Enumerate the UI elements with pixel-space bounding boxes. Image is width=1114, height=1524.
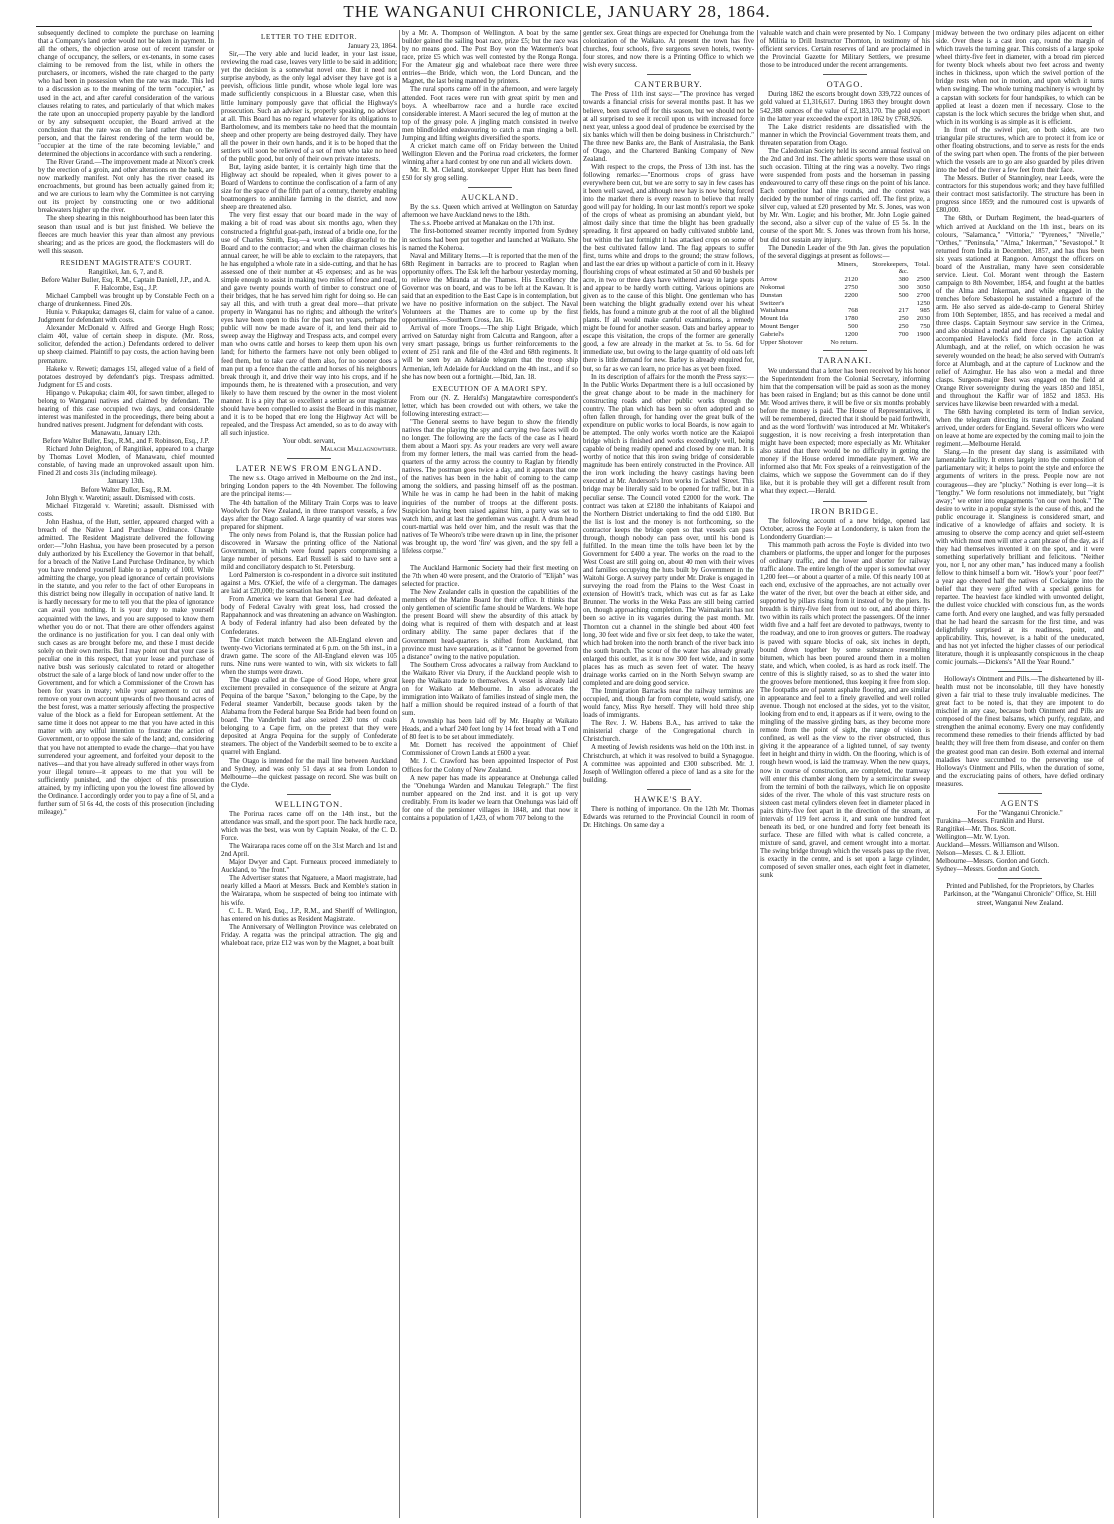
section-heading: HAWKE'S BAY. [634, 794, 703, 804]
paragraph: The s.s. Phoebe arrived at Manakau on the 17th inst. [410, 220, 555, 228]
table-header [760, 261, 819, 269]
table-row [760, 331, 930, 339]
paragraph: A cricket match came off on Friday between the United Wellington Eleven and the Porirua road cricketers, the former winning after a hard contest by one run and all wickets down. [402, 142, 578, 166]
column-divider [757, 30, 758, 1518]
paragraph: Hipango v. Pukapuka; claim 40l, for sawn timber, alleged to belong to Wanganui natives and claimed by defendant. The hearing of this case occupied two days, and considerable interest was manifested in the proceedings, there being about a hundred natives present. Judgment for defendant with costs. [38, 389, 214, 429]
table-cell: Mount Ida [760, 315, 789, 323]
table-cell: 1900 [916, 330, 930, 338]
table-cell: 300 [898, 284, 909, 292]
paragraph: In front of the swivel pier, on both sides, are two triangular pile structures, which are to protect it from ice or other floating obstructions, and to serve as rests for the ends of the swing part when open. The fronts of the pier between which the vessels are to go are also guarded by piles driven into the bed of the river a few feet from their face. [936, 126, 1104, 175]
table-cell: 217 [898, 307, 909, 315]
agent-entry: Melbourne—Messrs. Gordon and Gotch. [936, 858, 1050, 866]
paragraph: subsequently declined to complete the purchase on learning that a Company's land order would not be taken in payment. In all the others, the objection arose out of recent transfer or change of occupancy, the sellers, or ex-tenants, in some cases claiming to be removed from the list, while in others the purchasers, or incomers, wished the rate charged to the party who had been in possession when the rate was made. This led to a discussion as to the meaning of the term "occupier," as used in the act, and after careful consideration of the various clauses relating to rates, and particularly of that which makes the rate upon an unoccupied property payable by the landlord or by any subsequent occupier, the Board arrived at the conclusion that the rate was on the land rather than on the person, and that the fairest rendering of the term would be, "occupier at the time of the rate becoming leviable," and determined the objections in accordance with such a rendering. [38, 30, 214, 158]
table-header [819, 268, 857, 276]
table-cell: Nokomai [760, 284, 785, 292]
table-cell [909, 339, 930, 347]
paragraph: Slang.—In the present day slang is assimilated with lamentable facility. It enters largely into the composition of parliamentary wit; it helps to point the style and enforce the arguments of writers in the press. People now are not courageous—they are "plucky." Nothing is ever long—it is "lengthy." We form resolutions not immediately, but "right away;" we enter into engagements "on our own hook." The desire to write in a popular style is the cause of this, and the public encourage it. Slanginess is considered smart, and indicative of a knowledge of affairs and society. It is amusing to observe the comp acency and quiet self-esteem with which most men will utter a cant phrase of the day, as if they had themselves invented it on the spot, and it were something superlatively brilliant and felicitous. "Neither you, nor I, nor any other man," has induced many a foolish fellow to think himself a born wit. "How's your ' poor feet?" a year ago cheered half the natives of Cockaigne into the belief that they were gifted with a special genius for repartee. The heaviest face kindled with unwonted delight, the dullest voice chuckled with conscious fun, as the words came forth. And every one laughed, and was fully persuaded that he had heard the sarcasm for the first time, and was delightfully surprised at its readiness, point, and applicability. This, however, is a habit of the uneducated, and has not yet infected the higher classes of our periodical literature, though it is unpleasantly conspicuous in the cheap comic journals.—Dickens's "All the Year Round." [936, 449, 1104, 666]
imprint: Printed and Published, for the Proprietors, by Charles Parkinson, at the "Wanganui Chronicle" Office, St. Hill street, Wanganui New Zealand. [943, 883, 1097, 907]
paragraph: C. L. R. Ward, Esq., J.P., R.M., and Sheriff of Wellington, has entered on his duties as Resident Magistrate. [221, 907, 397, 923]
agent-entry: Turakina—Messrs. Franklin and Hurst. [936, 817, 1045, 825]
table-header [760, 268, 819, 276]
paragraph: The 68th having completed its term of Indian service, when the telegram directing its transfer to New Zealand arrived, under orders for England. Several officers who were on leave at home are expected by the coming mail to join the regiment.—Melbourne Herald. [936, 408, 1104, 449]
column-3 [402, 30, 578, 1518]
section-heading: IRON BRIDGE. [811, 506, 879, 516]
table-header: Total. [914, 260, 930, 268]
table-cell: 500 [898, 291, 909, 299]
paragraph: gentler sex. Great things are expected for Onehunga from the colonization of the Waikato. At present the town has five churches, four schools, five surgeons seven hotels, twenty-four stores, and now there is a Printing Office to which we wish every success. [583, 30, 754, 70]
paragraph: The sheep shearing in this neighbourhood has been later this season than usual and is but just finished. We believe the fleeces are much heavier this year than almost any previous shearing; and as the prices are good, the flockmasters will do well this season. [38, 215, 214, 255]
column-divider [218, 30, 219, 1518]
paragraph: Hakeke v. Reweti; damages 15l, alleged value of a field of potatoes destroyed by defendant's pigs. Trespass admitted. Judgment for £5 and costs. [38, 365, 214, 389]
dateline: Rangitikei, Jan. 6, 7, and 8. [88, 268, 164, 276]
paragraph: The Dunedin Leader of the 9th Jan. gives the population of the several diggings at present as follows:— [760, 244, 930, 260]
table-cell: Switzer's [760, 299, 785, 307]
table-row [760, 300, 930, 308]
table-cell: Gabriel's [760, 330, 784, 338]
paragraph: Arrival of more Troops.—The ship Light Brigade, which arrived on Saturday night from Calcutta and Rangoon, after a very smart passage, brings us further reinforcements to the extent of 251 rank and file of the 43rd and 68th regiments. It will be seen by an Adelaide telegram that the troop ship Armenian, left Adelaide for Auckland on the 4th inst., and if so she has now been out a fortnight.—Ibid, Jan. 18. [402, 325, 578, 381]
paragraph: In its description of affairs for the month the Press says:—In the Public Works Department there is a lull occasioned by the great change about to be made in the machinery for constructing roads and other public works through the country. The plan which has been so often adopted and so often fallen through, for handing over the great bulk of the expenditure on public works to local Boards, is now again to be attempted. The only works worth notice are the Kaiapoi bridge which is finished and works exceedingly well, being capable of being readily opened and closed by one man. It is worthy of notice that this iron swing bridge of considerable magnitude has been entirely constructed in the Province. All the iron work including the heavy castings having been executed at Mr. Anderson's Iron works in Cashel Street. This bridge may be literally said to be opened for traffic, but in a peculiar sense. The Council voted £2000 for the work. The contract was taken at £2180 the inhabitants of Kaiapoi and the Northern District undertaking to find the odd £180. But the list is lost and the money is not forthcoming, so the contractor keeps the bridge open so that vessels can pass through, though nobody can pass over, until his bond is fulfilled. In the mean time the tolls have been let by the Government for £400 a year. The works on the road to the West Coast are still going on, about 40 men with their wives and families occupying the huts built by Government in the Waitohi Gorge. A survey party under Mr. Drake is engaged in surveying the road from the Plains to the West Coast in extension of Howitt's track, which was cut as far as Lake Brunner. The works in the Weka Pass are still being carried on, though approaching completion. The Waimakariri has not been so active in its vagaries during the past month. Mr. Thornton cut a channel in the shingle bed about 400 feet long, 30 feet wide and five or six feet deep, to take the water, which had broken into the north branch of the river back into the south branch. The scour of the water has already greatly enlarged this outlet, as it is now 300 feet wide, and in some places has as much as seven feet of water. The heavy drainage works carried on in the North Selwyn swamp are completed and are doing good service. [583, 373, 754, 687]
paragraph: The Auckland Harmonic Society had their first meeting on the 7th when 40 were present, and the Oratorio of "Elijah" was selected for practice. [402, 564, 578, 589]
table-cell: 250 [898, 323, 909, 331]
masthead-rule [36, 26, 1092, 27]
paragraph: The River Grand.—The improvement made at Nixon's creek by the erection of a groin, and other alterations on the bank, are now markedly manifest. Not only has the river ceased its encroachments, but ground has been actually gained from it; and we are curious to learn why the Committee is not carrying out its project by constructing one or two additional breakwaters higher up the river. [38, 159, 214, 215]
paragraph: The Immigration Barracks near the railway terminus are occupied, and, though far from complete, would satisfy, one would fancy, Miss Rye herself. They will hold three ship loads of immigrants. [583, 688, 754, 720]
paragraph: The Messrs. Butler of Stanningley, near Leeds, were the contractors for this stupendous work; and they have fulfilled their contract most satisfactorily. The structure has been in progress since 1859; and the rumoured cost is upwards of £80,000. [936, 175, 1104, 215]
table-row [760, 276, 930, 284]
column-5 [760, 30, 930, 1518]
paragraph: The Advertiser states that Ngatuere, a Maori magistrate, had nearly killed a Maori at Messrs. Buck and Kemble's station in the Wairarapa, whom he suspected of being too intimate with his wife. [221, 875, 397, 907]
separator [468, 187, 512, 188]
table-header: Miners, [837, 260, 858, 268]
paragraph: midway between the two ordinary piles adjacent on either side. Over these is a cast iron cap, round the margin of which travels the turning gear. This consists of a large spoke wheel thirty-five feet in diameter, with a broad rim pierced for twenty block wheels about two feet across and twenty inches in thickness, upon which the swivel portion of the bridge rests when not in motion, and upon which it turns when swinging. The whole turning machinery is wrought by a capstan with sockets for four handspikes, to which can be applied at least a dozen men if necessary. Close to the capstan is the lock which secures the bridge when shut, and which in its working is as simple as it is efficient. [936, 30, 1104, 126]
paragraph: This mammoth path across the Foyle is divided into two chambers or platforms, the upper and longer for the purposes of ordinary traffic, and the lower and shorter for railway traffic alone. The entire length of the upper is somewhat over 1,200 feet—or about a quarter of a mile. Of this nearly 100 at each end, exclusive of the approaches, are not actually over the water of the river, but over the beach at either side, and supported by pillars rising from it instead of by the piers. Its breadth is thirty-five feet from out to out, and about thirty-two within its rails which protect the passengers. Of the inner width five and a half feet are devoted to pathways, twenty to the roadway, and one to iron grooves or gutters. The roadway is paved with square blocks of oak, six inches in depth, bound down together by some substance resembling bitumen, which has been poured around them in a molten state, and which, when cooled, is as hard as rock itself. The centre of this is slightly raised, so as to shed the water into the grooves before mentioned, thus keeping it free from slop. The footpaths are of patent asphalte flooring, and are similar in appearance and feel to a finely gravelled and well rolled avenue. Though not enclosed at the sides, yet to the visitor, looking from end to end, it appears as if it were, owing to the mingling of the massive girding bars, as they become more remote from the point of sight, the range of vision is confined, as well as the view to the river obstructed, thus giving it the appearance of a lighted tunnel, of say twenty feet in height and thirty in width. On the flooring, which is of rough hewn wood, is laid the tramway. When the new quays, now in course of construction, are completed, the tramway will enter this chamber along them by a semicircular sweep from the termini of both the railways, which lie on opposite sides of the river. The whole of this vast structure rests on sixteen cast metal cylinders eleven feet in diameter placed in pairs thirty-five feet apart in the direction of the stream, at intervals of 119 feet across it, and sunk one hundred feet beneath its bed, or one hundred and forty feet beneath its surface. These are filled with what is called concrete, a mixture of sand, gravel, and cement wrought into a mortar. The swing bridge through which the vessels pass up the river, is exactly in the centre, and is set upon a large cylinder, composed of seven smaller ones, each eight feet in diameter, sunk [760, 541, 930, 880]
paragraph: We understand that a letter has been received by his honor the Superintendent from the Colonial Secretary, informing him that the compensation will be paid as soon as the money has been raised in England; but as this cannot be done until Mr. Wood arrives there, it will be five or six months probably before the money is paid. The House of Representatives, it will be remembered, directed that it should be paid forthwith, and as the word 'forthwith' was introduced at Mr. Whitaker's suggestion, it is now receiving a fresh interpretation than might have been expected; more especially as Mr. Whitaker also stated that there would be no difficulty in getting the money if the House ordered immediate payment. We are informed also that Mr. Fox speaks of a reinvestigation of the claims, which we suppose the Government can do if they like, but it is probable they will get a different result from what they expect.—Herald. [760, 367, 930, 496]
agent-entry: Sydney—Messrs. Gordon and Gotch. [936, 866, 1040, 874]
paragraph: From America we learn that General Lee had defeated a body of Federal Cavalry with great loss, had crossed the Rappahannock and was threatening an advance on Washington. A body of Federal infantry had also been defeated by the Confederates. [221, 596, 397, 636]
table-cell: 1200 [844, 330, 858, 338]
column-divider [399, 30, 400, 1518]
table-row [760, 323, 930, 331]
paragraph: By the s.s. Queen which arrived at Wellington on Saturday afternoon we have Auckland news to the 18th. [402, 204, 578, 220]
masthead: THE WANGANUI CHRONICLE, JANUARY 28, 1864. [343, 2, 771, 21]
letter-signature: Malachi Mallagnowther. [320, 446, 397, 454]
population-table [760, 261, 930, 347]
section-heading: OTAGO. [826, 80, 864, 90]
table-cell: 2500 [916, 276, 930, 284]
bench: Before Walter Buller, Esq., R.M., and F. Robinson, Esq., J.P. [42, 438, 210, 446]
paragraph: There is nothing of importance. On the 12th Mr. Thomas Edwards was returned to the Provincial Council in room of Dr. Hitchings. On same day a [583, 805, 754, 829]
paragraph: With respect to the crops, the Press of 13th inst. has the following remarks:—"Enormous crops of grass have everywhere been cut, but we are sorry to say in few cases has it been well saved, and although new hay is now being forced into the market there is every reason to believe that really good will pay for holding. In our last month's report we spoke of the crops of wheat as promising an abundant yield, but almost daily since that time the blight has been gradually spreading. It first appeared on badly cultivated stubble land, but within the last fortnight it has attacked crops on some of the best cultivated fallow land. The flag appears to suffer first, turns white and drops to the ground; the straw follows, and last the ear dries up without a particle of corn in it. Heavy flourishing crops of wheat estimated at 50 and 60 bushels per acre, in two or three days have withered away in large spots and appear to be hardly worth cutting. Various opinions are given as to the cause of this blight. One gentleman who has been watching the blight gradually extend over his wheat fields, has found a minute grub at the root of all the blighted plants. If all would make careful examinations, a remedy might be found for another season. Oats and barley appear to escape this visitation, the crops of the former are generally good, a few are already in the market at 5s. to 5s. 6d for immediate use, but owing to the large quantity of old oats left there is little demand for new. Barley is already enquired for, but, so far as we can learn, no price has as yet been fixed. [583, 163, 754, 373]
table-cell: 985 [919, 307, 930, 315]
table-header-row [760, 268, 930, 276]
paragraph: The 68th, or Durham Regiment, the head-quarters of which arrived at Auckland on the 1th inst., bears on its colours, "Salamanca," "Vittoria," "Pyrenees," "Nivelle," "Orthes," "Peninsula," "Alma," Inkerman," "Sevastopol." It returned from India in December, 1857, and has thus been six years stationed at Rangoon. Amongst the officers on board of the Australian, many have seen considerable service. Lieut. Col. Morant went through the Eastern campaign to 8th November, 1854, and fought at the battles of the Alma and Inkerman, and while engaged in the trenches before Sebastopol he sustained a fracture of the arm. He also served as aide-de-camp to General Shirley from 10th September, 1855, and has received a medal and three clasps. Captain Seymour saw service in the Crimea, and also obtained a medal and three clasps. Captain Oakley accompanied Havelock's field force in the action at Alumbagh, and at the relief, on which occasion he was severely wounded on the head; he also served with Outram's force at Alumbagh, and at the capture of Lucknow and the relief of Azimghur. He has also won a medal and three clasps. Surgeon-major Best was engaged on the field at Orange River sovereignty during the years 1850 and 1851, and throughout the Kaffir war of 1852 and 1853. His services have likewise been rewarded with a medal. [936, 215, 1104, 408]
paragraph: Naval and Military Items.—It is reported that the men of the 68th Regiment in barracks are to proceed to Raglan when opportunity offers. The Esk left the harbour yesterday morning, to relieve the Miranda at the Thames. His Excellency the Governor was on board, and was to be left at the Kawau. It is said that an expedition to the East Cape is in contemplation, but we have no positive information on the subject. The Naval Volunteers at the Thames are to come up by the first opportunities.—Southern Cross, Jan. 16. [402, 252, 578, 325]
paragraph: The Anniversary of Wellington Province was celebrated on Friday. A regatta was the principal attraction. The gig and whaleboat race, prize £12 was won by the Magnet, a boat built [221, 923, 397, 947]
section-heading: EXECUTION OF A MAORI SPY. [432, 383, 548, 393]
paragraph: The Otago called at the Cape of Good Hope, where great excitement prevailed in consequence of the seizure at Angra Pequina of the barque "Saxon," belonging to the Cape, by the Federal steamer Vanderbilt, because goods taken by the Alabama from the Federal barque Sea Bride had been found on board. The Vanderbilt had also seized 230 tons of coals belonging to a Cape firm, on the pretext that they were deposited at Angra Pequina for the supply of Confederate steamers. The object of the Vanderbilt seemed to be to excite a quarrel with England. [221, 676, 397, 757]
table-header [909, 268, 930, 276]
dateline: Manawatu, January 12th. [91, 430, 161, 438]
paragraph: The very first essay that our board made in the way of making a bit of road was about six months ago, when they constructed a frightful goat-path, instead of a bridle one, for the use of Charles Smith, Esq.—a work alike disgraceful to the Board and to the contractor; and when the chairman closes his annual career, he will be able to exclaim to the ratepayers, that he has engulphed a whole rate in a side-cutting, and that he has assessed one of their number at 45 expenses; and as he was simple enough to assist in making two miles of fence and road, and gave twenty pounds worth of timber to construct one of their bridges, that he has served him right for doing so. He can say all this, and with truth a great deal more—that private property in Wanganui has no rights; and although the writer's eyes have been open to this for the past ten years, perhaps the public will now be made aware of it, and lend their aid to sweep away the Highway and Trespass acts, and compel every man who owns cattle and horses to keep them upon his own land; for hitherto the farmers have not only been obliged to feed them, but to take care of them also, for no sooner does a man put up a fence than the cattle and horses of his neighbours break through it, and drive their way into his crops, and if he impounds them, he is threatened with a prosecution, and very likely to have them rescued by the owner in the most violent manner. It is a pity that so excellent a settler as our magistrate should have been compelled to assist the Board in this manner, and it is to be hoped that ere long the Highway Act will be repealed, and the Trespass Act amended, so as to do away with all such injustice. [221, 212, 397, 438]
paragraph: The Rev. J. W. Habens B.A., has arrived to take the ministerial charge of the Congregational church in Christchurch. [583, 720, 754, 744]
paragraph: The 4th battalion of the Military Train Corps was to leave Woolwich for New Zealand, in three transport vessels, a few days after the Otago sailed. A large quantity of war stores was prepared for shipment. [221, 499, 397, 531]
paragraph: The Otago is intended for the mail line between Auckland and Sydney, and was only 51 days at sea from London to Melbourne—the quickest passage on record. She was built on the Clyde. [221, 757, 397, 789]
paragraph: But, laying aside banter, it is certainly high time that the Highway act should be repealed, when it gives power to a Board of Wardens to continue the confiscation of a farm of any size for the space of the fifth part of a century, thereby enabling boatmongers to annihilate farming in the district, and now sheep are threatened also. [221, 164, 397, 212]
column-6 [936, 30, 1104, 1518]
table-cell: 500 [847, 323, 858, 331]
separator [647, 789, 691, 790]
table-cell: Upper Shotover [760, 338, 803, 346]
paragraph: Michael Campbell was brought up by Constable Fecth on a charge of drunkenness. Fined 20s. [38, 293, 214, 309]
paragraph: Richard John Deighton, of Rangitikei, appeared to a charge by Thomas Lovel Modlen, of Manawatu, chief mounted constable, of having made an unprovoked assault upon him. Fined 2l and costs 31s (including mileage). [38, 446, 214, 478]
table-cell: 1250 [916, 299, 930, 307]
paragraph: During 1862 the escorts brought down 339,722 ounces of gold valued at £1,316,617. During 1863 they brought down 542,388 ounces of the value of £2,183,170. The gold export in the latter year exceeded the export in 1862 by £768,926. [760, 91, 930, 123]
table-cell: 2200 [844, 291, 858, 299]
letter-closing: Your obdt. servant, [282, 438, 336, 446]
paragraph: A meeting of Jewish residents was held on the 10th inst. in Christchurch, at which it was resolved to build a Synagogue. A committee was appointed and £300 subscribed. Mr. J. Joseph of Wellington offered a piece of land as a site for the building. [583, 744, 754, 784]
table-cell [858, 300, 909, 308]
separator [287, 794, 331, 795]
paragraph: The Caledonian Society held its second annual festival on the 2nd and 3rd inst. The athletic sports were those usual on such occasion. Tilting at the ring was a novelty. Two rings were suspended from posts and the horseman in passing endeavoured to carry off these rings on the point of his lance. Each competitor had nine rounds, and the contest was decided by the number of rings carried off. The first prize, a silver cup, valued at £20 presented by Mr. S. Jones, was won by Mr. Wm. Logie; and his brother, Mr. John Logie gained the second, also a silver cup of the value of £5 5s. In the course of the sport Mr. S. Jones was thrown from his horse, but did not sustain any injury. [760, 147, 930, 244]
bench: Before Walter Buller, Esq. R.M., Captain Daniell, J.P., and A. F. Halcombe, Esq., J.P. [41, 276, 211, 292]
separator [468, 560, 512, 561]
table-cell: 2700 [916, 291, 930, 299]
separator [998, 793, 1042, 794]
paragraph: Sir,—The very able and lucid leader, in your last issue, reviewing the road case, leaves very little to be said in addition; yet the decision is a somewhat novel one. But it need not surprise anybody, as the only legal adviser they have got is a peevish, officious little pundit, whose whole legal lore was made sufficiently conspicuous in a Bluestar case, when this little luminary pompously gave that official the Highway's prosecution. Such an adviser is, properly speaking, no adviser at all. This Board has no regard whatever for its obligations to Bartholomew, and its members take no heed that the mountain sheep and other property are being destroyed daily. They have all the power in their own hands, and it is to be hoped that the settlers will soon be relieved of a set of men who take no heed of the public good, but only of their own private interests. [221, 51, 397, 163]
table-header: Storekeepers, [872, 260, 909, 268]
paragraph: Alexander McDonald v. Alfred and George Hugh Ross; claim 40l, value of certain sheep in dispute. (Mr. Ross, solicitor, defended the action.) Defendants ordered to deliver up sheep claimed. Plaintiff to pay costs, the action having been premature. [38, 325, 214, 365]
column-divider [580, 30, 581, 1518]
paragraph: Mr. R. M. Cleland, storekeeper Upper Hutt has been fined £50 for sly grog selling. [402, 167, 578, 183]
paragraph: The Cricket match between the All-England eleven and twenty-two Victorians terminated at 6 p.m. on the 5th inst., in a drawn game. The score of the All-England eleven was 105 runs. Nine runs were wanted to win, with six wickets to fall when the stumps were drawn. [221, 636, 397, 676]
paragraph: Mr. J. C. Crawford has been appointed Inspector of Post Offices for the Colony of New Zealand. [402, 758, 578, 774]
paragraph: A new paper has made its appearance at Onehunga called the "Onehunga Warden and Manukau Telegraph." The first number appeared on the 2nd inst. and it is got up very creditably. From its leader we learn that Onehunga was laid off for one of the pensioner villages in 1848, and that now it contains a population of 1,423, of whom 707 belong to the [402, 774, 578, 822]
agents-subheading: For the "Wanganui Chronicle." [977, 809, 1063, 817]
section-heading: LETTER TO THE EDITOR. [260, 32, 358, 41]
agent-entry: Wellington—Mr. W. Lyon. [936, 834, 1010, 842]
column-divider [933, 30, 934, 1518]
paragraph: by a Mr. A. Thompson of Wellington. A boat by the same builder gained the sailing boat race, prize £5; but the race was by no means good. The Post Boy won the Watermen's boat race, prize £5 which was well contested by the Ronga Ronga. For the Amateur gig and whaleboat race there were three entries—the Bride, which won, the Lord Duncan, and the Magnet, the last being manned by printers. [402, 30, 578, 86]
paragraph: The new s.s. Otago arrived in Melbourne on the 2nd inst., bringing London papers to the 4th November. The following are the principal items:— [221, 475, 397, 499]
agent-entry: Rangitikei—Mr. Thos. Scott. [936, 826, 1017, 833]
table-cell: 3050 [916, 284, 930, 292]
table-cell: 250 [898, 315, 909, 323]
separator [823, 501, 867, 502]
column-4 [583, 30, 754, 1518]
bench: Before Walter Buller, Esq., R.M. [80, 486, 172, 494]
paragraph: John Blygh v. Waretini; assault. Dismissed with costs. [46, 494, 195, 502]
paragraph: Mr. Dornett has received the appointment of Chief Commissioner of Crown Lands at £600 a year. [402, 742, 578, 758]
separator [823, 74, 867, 75]
table-header: &c. [898, 268, 909, 276]
separator [998, 671, 1042, 672]
section-heading: LATER NEWS FROM ENGLAND. [235, 464, 383, 474]
paragraph: The Southern Cross advocates a railway from Auckland to the Waikato River via Drury, if the Auckland people wish to keep the Waikato trade to themselves. A vessel is already laid on for Waikato at Melbourne. In also advocates the immigration into Waikato of families instead of single men, the half a million should be required instead of a fourth of that sum. [402, 661, 578, 718]
letter-date: January 23, 1864. [348, 43, 397, 51]
table-row [760, 307, 930, 315]
paragraph: From our (N. Z. Herald's) Mangatawhire correspondent's letter, which has been crowded out with others, we take the following interesting extract:— [402, 394, 578, 418]
table-cell: 2030 [916, 315, 930, 323]
paragraph: Hunia v. Pukapuka; damages 6l, claim for value of a canoe. Judgment for defendant with costs. [38, 309, 214, 325]
section-heading: TARANAKI. [817, 356, 873, 366]
table-cell: No return. [830, 338, 858, 346]
paragraph: The only news from Poland is, that the Russian police had discovered in Warsaw the printing office of the National Government, in which were found papers compromising a large number of persons. Earl Russell is said to have sent a mild and conciliatory despatch to St. Petersburg. [221, 531, 397, 571]
table-row [760, 315, 930, 323]
table-cell: 1780 [844, 315, 858, 323]
separator [998, 878, 1042, 879]
table-cell: 768 [847, 307, 858, 315]
table-row [760, 292, 930, 300]
table-cell: Dunstan [760, 291, 783, 299]
dateline: January 13th. [107, 478, 145, 486]
paragraph: The following account of a new bridge, opened last October, across the Foyle at Londonderry, is taken from the Londonderry Guardian:— [760, 517, 930, 541]
paragraph: Major Dwyer and Capt. Furneaux proceed immediately to Auckland, to "the front." [221, 859, 397, 875]
table-row [760, 284, 930, 292]
paragraph: The New Zealander calls in question the capabilities of the members of the Marine Board for their office. It thinks that only gentlemen of scientific fame should be Wardens. We hope the present Board will shew the absurdity of this attack by doing what is required of them with despatch and at least ordinary ability. The same paper declares that if the Government head-quarters is shifted from Auckland, that province must have separation, as it "cannot be governed from a distance" owing to the native population. [402, 589, 578, 661]
table-cell: 750 [919, 323, 930, 331]
section-heading: RESIDENT MAGISTRATE'S COURT. [60, 257, 192, 267]
paragraph: The Porirua races came off on the 14th inst., but the attendance was small, and the sport poor. The hack hurdle race, which was the best, was won by Captain Noake, of the C. D. Force. [221, 810, 397, 842]
table-cell: Mount Benger [760, 323, 799, 331]
paragraph: The Press of 11th inst says:—"The province has verged towards a financial crisis for several months past. It has we believe, been staved off for this season, but we should not be at all surprised to see it recoil upon us with increased force next year, unless a good deal of prudence be exercised by the six banks which will then be doing business in Christchurch." The three new Banks are, the Bank of Australasia, the Bank of Otago, and the Chartered Banking Company of New Zealand. [583, 91, 754, 163]
agent-entry: Auckland—Messrs. Williamson and Wilson. [936, 842, 1060, 850]
section-heading: CANTERBURY. [634, 80, 703, 90]
table-cell: 2750 [844, 284, 858, 292]
separator [823, 350, 867, 351]
section-heading: WELLINGTON. [274, 799, 344, 809]
table-row [760, 339, 930, 347]
paragraph: John Hashua, of the Hutt, settler, appeared charged with a breach of the Native Land Purchase Ordinance. Charge admitted. The Resident Magistrate delivered the following order:—"John Hashua, you have been prosecuted by a person duly authorized by his Excellency the Governor in that behalf, for a breach of the Native Land Purchase Ordinance, by which you have rendered yourself liable to a penalty of 100l. While admitting the charge, you plead ignorance of certain provisions in the statute, and you refer to the fact of other Europeans in this district being now illegally in occupation of native land. It is hardly necessary for me to tell you that the plea of ignorance can avail you nothing. It is your duty to make yourself acquainted with the laws, and you are supposed to know them whether you do or not. That there are other offenders against the ordinance is no justification for you. I can deal only with such cases as are brought before me, and these I must decide solely on their own merits. But I may point out that your case is peculiar one in this respect, that your lease and purchase of native bush was seriously calculated to retard or altogether obstruct the sale of a large block of land now under offer to the Government, and for which a Commissioner of the Crown has been for years in treaty; while your agreement to cut and remove on your own account upwards of two thousand acres of the best forest, was a matter seriously affecting the prospective value of the block as a field for European settlement. At the same time it does not appear to me that you have acted in this matter with any wilful intention to frustrate the action of Government, or to oppose the sale of the land; and, considering that you have not attempted to evade the charge—that you have surrendered your agreement, and forfeited your deposit to the natives—and that you have already suffered in other ways from your illegal tenure—it appears to me that you will be sufficiently punished, and the object of this prosecution attained, by my inflicting upon you the lowest fine allowed by the Ordinance. I accordingly order you to pay a fine of 5l, and a further sum of 5l 6s 4d, the costs of this prosecution (including mileage)." [38, 518, 214, 816]
table-cell: 2120 [844, 276, 858, 284]
paragraph: valuable watch and chain were presented by No. 1 Company of Militia to Drill Instructor Thornton, in testimony of his efficient services. Certain reserves of land are proclaimed in the Provincial Gazette for Military Settlers, we presume those to be introduced under the recent arrangements. [760, 30, 930, 70]
table-cell: 700 [898, 330, 909, 338]
agent-entry: Nelson—Messrs. C. & J. Elliott. [936, 850, 1026, 858]
paragraph: "The General seems to have begun to show the friendly natives that the playing the spy and carrying two faces will do no longer. The following are the facts of the case as I heard them about a Maori spy. As your readers are very well aware from my former letters, the mail was carried from the head-quarters of the army across the country to Raglan by friendly natives. The postman goes twice a day, and it appears that one of the natives has been in the habit of coming to the camp among the soldiers, and passing himself off as the postman. While he was in camp he had been in the habit of making inquiries of the number of troops at the different posts. Suspicion having been raised against him, a party was set to watch him, and at last the gentleman was caught. A drum head court-martial was held over him, and the result was that the natives of Te Wheoro's tribe were drawn up in line, the prisoner was brought up, the word 'fire' was given, and the spy fell a lifeless corpse." [402, 418, 578, 555]
paragraph: The rural sports came off in the afternoon, and were largely attended. Foot races were run with great spirit by men and boys. A wheelbarrow race and a hurdle race excited considerable interest. A Maori secured the leg of mutton at the top of the greasy pole. A jingling match consisted in twelve men blindfolded endeavouring to catch a man ringing a bell. Jumping and lifting weights diversified the sports. [402, 86, 578, 142]
separator [647, 74, 691, 75]
column-2 [221, 30, 397, 1518]
paragraph: The Lake district residents are dissatisfied with the manner in which the Provincial Government treats them, and threaten separation from Otago. [760, 123, 930, 147]
table-cell: Waitahuna [760, 307, 789, 315]
advertisement: Holloway's Ointment and Pills.—The disheartened by ill-health must not be inconsolable, till they have honestly given a fair trial to these truly invaluable medicines. The great fact to be noted is, that they are impotent to do mischief in any case, because both Ointment and Pills are composed of the finest balsams, which purify, regulate, and strengthen the animal economy. Every one may confidently recommend these remedies to their friends afflicted by bad health; they will free them from disease, and confer on them the greatest good man can desire. Both external and internal maladies have succumbed to the persevering use of Holloway's Ointment and Pills, when the duration of some, and the excruciating pains of others, have defied ordinary measures. [936, 675, 1104, 788]
table-cell [819, 300, 857, 308]
paragraph: Michael Fitzgerald v. Waretini; assault. Dismissed with costs. [38, 502, 214, 518]
paragraph: A township has been laid off by Mr. Heaphy at Waikato Heads, and a wharf 240 feet long by 14 feet broad with a T end of 80 feet is to be set about immediately. [402, 718, 578, 742]
paragraph: Lord Palmerston is co-respondent in a divorce suit instituted against a Mrs. O'Kief, the wife of a clergyman. The damages are laid at £20,000; the sensation has been great. [221, 572, 397, 596]
section-heading: AUCKLAND. [460, 193, 520, 203]
table-header-row [760, 261, 930, 269]
table-cell [858, 339, 909, 347]
paragraph: The first-bottomed steamer recently imported from Sydney in sections had been put together and launched at Waikato. She is named the Koheroa. [402, 228, 578, 252]
paragraph: The Wairarapa races come off on the 31st March and 1st and 2nd April. [221, 843, 397, 859]
table-cell: 380 [898, 276, 909, 284]
agents-heading: AGENTS [1000, 798, 1040, 808]
table-cell: Arrow [760, 276, 778, 284]
column-1 [38, 30, 214, 1518]
separator [287, 458, 331, 459]
